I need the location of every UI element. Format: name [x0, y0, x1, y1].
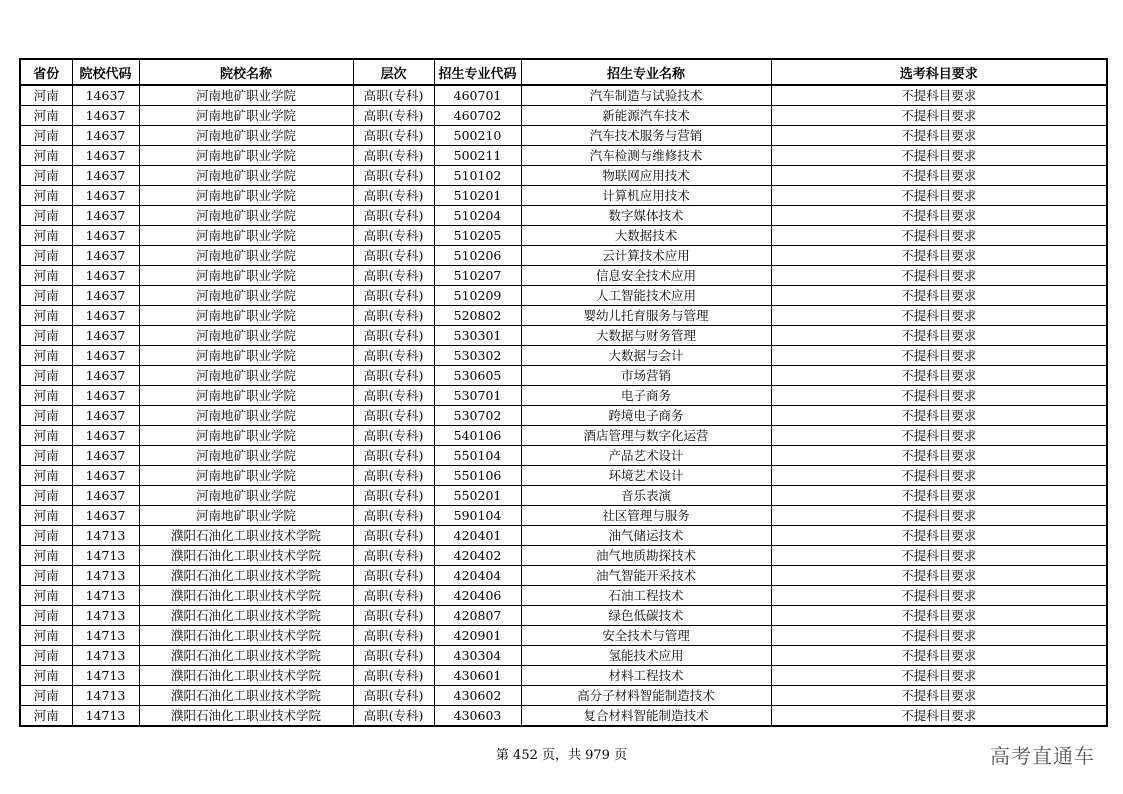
major-name-cell: 大数据与财务管理	[521, 326, 771, 346]
major-code-cell: 420401	[434, 526, 521, 546]
subject-requirement-cell: 不提科目要求	[771, 186, 1107, 206]
column-header: 院校名称	[139, 59, 353, 85]
school-code-cell: 14637	[72, 206, 139, 226]
school-code-cell: 14637	[72, 466, 139, 486]
school-name-cell: 河南地矿职业学院	[139, 446, 353, 466]
major-code-cell: 430602	[434, 686, 521, 706]
major-name-cell: 市场营销	[521, 366, 771, 386]
province-cell: 河南	[20, 246, 72, 266]
table-row	[20, 466, 1107, 486]
table-row	[20, 166, 1107, 186]
school-name-cell: 河南地矿职业学院	[139, 266, 353, 286]
major-name-cell: 油气智能开采技术	[521, 566, 771, 586]
table-row	[20, 566, 1107, 586]
province-cell: 河南	[20, 206, 72, 226]
table-row	[20, 606, 1107, 626]
subject-requirement-cell: 不提科目要求	[771, 126, 1107, 146]
subject-requirement-cell: 不提科目要求	[771, 106, 1107, 126]
admission-table	[19, 58, 1108, 727]
level-cell: 高职(专科)	[353, 166, 434, 186]
table-row	[20, 266, 1107, 286]
subject-requirement-cell: 不提科目要求	[771, 166, 1107, 186]
school-code-cell: 14637	[72, 166, 139, 186]
subject-requirement-cell: 不提科目要求	[771, 326, 1107, 346]
major-name-cell: 酒店管理与数字化运营	[521, 426, 771, 446]
province-cell: 河南	[20, 85, 72, 106]
major-code-cell: 510201	[434, 186, 521, 206]
table-row	[20, 626, 1107, 646]
table-row	[20, 506, 1107, 526]
table-row	[20, 706, 1107, 727]
major-name-cell: 跨境电子商务	[521, 406, 771, 426]
province-cell: 河南	[20, 486, 72, 506]
school-code-cell: 14637	[72, 446, 139, 466]
major-name-cell: 人工智能技术应用	[521, 286, 771, 306]
major-name-cell: 油气地质勘探技术	[521, 546, 771, 566]
province-cell: 河南	[20, 526, 72, 546]
major-code-cell: 510205	[434, 226, 521, 246]
school-name-cell: 濮阳石油化工职业技术学院	[139, 626, 353, 646]
major-name-cell: 婴幼儿托育服务与管理	[521, 306, 771, 326]
subject-requirement-cell: 不提科目要求	[771, 546, 1107, 566]
subject-requirement-cell: 不提科目要求	[771, 246, 1107, 266]
subject-requirement-cell: 不提科目要求	[771, 146, 1107, 166]
major-name-cell: 环境艺术设计	[521, 466, 771, 486]
major-name-cell: 材料工程技术	[521, 666, 771, 686]
major-name-cell: 油气储运技术	[521, 526, 771, 546]
major-code-cell: 550104	[434, 446, 521, 466]
subject-requirement-cell: 不提科目要求	[771, 526, 1107, 546]
school-name-cell: 河南地矿职业学院	[139, 366, 353, 386]
table-row	[20, 346, 1107, 366]
major-code-cell: 590104	[434, 506, 521, 526]
column-header: 省份	[20, 59, 72, 85]
school-code-cell: 14637	[72, 346, 139, 366]
school-code-cell: 14637	[72, 426, 139, 446]
table-row	[20, 546, 1107, 566]
school-name-cell: 濮阳石油化工职业技术学院	[139, 646, 353, 666]
table-row	[20, 646, 1107, 666]
school-code-cell: 14637	[72, 366, 139, 386]
subject-requirement-cell: 不提科目要求	[771, 426, 1107, 446]
table-row	[20, 686, 1107, 706]
major-name-cell: 音乐表演	[521, 486, 771, 506]
major-code-cell: 430603	[434, 706, 521, 727]
level-cell: 高职(专科)	[353, 586, 434, 606]
province-cell: 河南	[20, 606, 72, 626]
province-cell: 河南	[20, 146, 72, 166]
school-name-cell: 河南地矿职业学院	[139, 506, 353, 526]
subject-requirement-cell: 不提科目要求	[771, 306, 1107, 326]
level-cell: 高职(专科)	[353, 366, 434, 386]
subject-requirement-cell: 不提科目要求	[771, 706, 1107, 727]
major-name-cell: 计算机应用技术	[521, 186, 771, 206]
level-cell: 高职(专科)	[353, 226, 434, 246]
school-name-cell: 河南地矿职业学院	[139, 85, 353, 106]
major-code-cell: 530301	[434, 326, 521, 346]
major-name-cell: 电子商务	[521, 386, 771, 406]
school-name-cell: 河南地矿职业学院	[139, 186, 353, 206]
level-cell: 高职(专科)	[353, 606, 434, 626]
table-row	[20, 426, 1107, 446]
table-row	[20, 306, 1107, 326]
level-cell: 高职(专科)	[353, 646, 434, 666]
school-code-cell: 14713	[72, 606, 139, 626]
subject-requirement-cell: 不提科目要求	[771, 566, 1107, 586]
table-body	[20, 85, 1107, 726]
table-row	[20, 246, 1107, 266]
province-cell: 河南	[20, 446, 72, 466]
table-row	[20, 186, 1107, 206]
school-name-cell: 河南地矿职业学院	[139, 386, 353, 406]
major-code-cell: 520802	[434, 306, 521, 326]
school-code-cell: 14713	[72, 666, 139, 686]
major-code-cell: 460702	[434, 106, 521, 126]
school-name-cell: 河南地矿职业学院	[139, 426, 353, 446]
school-code-cell: 14637	[72, 286, 139, 306]
school-name-cell: 河南地矿职业学院	[139, 346, 353, 366]
subject-requirement-cell: 不提科目要求	[771, 506, 1107, 526]
school-code-cell: 14713	[72, 706, 139, 727]
school-name-cell: 濮阳石油化工职业技术学院	[139, 706, 353, 727]
province-cell: 河南	[20, 706, 72, 727]
major-name-cell: 汽车检测与维修技术	[521, 146, 771, 166]
level-cell: 高职(专科)	[353, 126, 434, 146]
level-cell: 高职(专科)	[353, 246, 434, 266]
province-cell: 河南	[20, 126, 72, 146]
province-cell: 河南	[20, 666, 72, 686]
province-cell: 河南	[20, 546, 72, 566]
major-code-cell: 420901	[434, 626, 521, 646]
subject-requirement-cell: 不提科目要求	[771, 206, 1107, 226]
school-name-cell: 河南地矿职业学院	[139, 406, 353, 426]
watermark-logo-text: 高考直通车	[990, 744, 1095, 768]
school-code-cell: 14713	[72, 526, 139, 546]
subject-requirement-cell: 不提科目要求	[771, 466, 1107, 486]
table-row	[20, 326, 1107, 346]
province-cell: 河南	[20, 366, 72, 386]
school-code-cell: 14637	[72, 146, 139, 166]
school-code-cell: 14637	[72, 266, 139, 286]
table-row	[20, 486, 1107, 506]
level-cell: 高职(专科)	[353, 346, 434, 366]
level-cell: 高职(专科)	[353, 186, 434, 206]
province-cell: 河南	[20, 266, 72, 286]
school-code-cell: 14713	[72, 566, 139, 586]
major-name-cell: 氢能技术应用	[521, 646, 771, 666]
major-code-cell: 530702	[434, 406, 521, 426]
table-row	[20, 586, 1107, 606]
major-name-cell: 物联网应用技术	[521, 166, 771, 186]
major-name-cell: 数字媒体技术	[521, 206, 771, 226]
province-cell: 河南	[20, 226, 72, 246]
province-cell: 河南	[20, 166, 72, 186]
table-row	[20, 286, 1107, 306]
table-row	[20, 206, 1107, 226]
school-code-cell: 14637	[72, 326, 139, 346]
school-name-cell: 河南地矿职业学院	[139, 166, 353, 186]
level-cell: 高职(专科)	[353, 566, 434, 586]
level-cell: 高职(专科)	[353, 286, 434, 306]
table-row	[20, 226, 1107, 246]
major-code-cell: 510207	[434, 266, 521, 286]
column-header: 招生专业代码	[434, 59, 521, 85]
school-name-cell: 河南地矿职业学院	[139, 246, 353, 266]
level-cell: 高职(专科)	[353, 85, 434, 106]
level-cell: 高职(专科)	[353, 666, 434, 686]
table-row	[20, 126, 1107, 146]
level-cell: 高职(专科)	[353, 706, 434, 727]
school-name-cell: 河南地矿职业学院	[139, 106, 353, 126]
level-cell: 高职(专科)	[353, 486, 434, 506]
major-code-cell: 420406	[434, 586, 521, 606]
subject-requirement-cell: 不提科目要求	[771, 266, 1107, 286]
column-header: 选考科目要求	[771, 59, 1107, 85]
major-name-cell: 产品艺术设计	[521, 446, 771, 466]
province-cell: 河南	[20, 306, 72, 326]
school-code-cell: 14637	[72, 386, 139, 406]
level-cell: 高职(专科)	[353, 506, 434, 526]
table-row	[20, 526, 1107, 546]
table-row	[20, 366, 1107, 386]
level-cell: 高职(专科)	[353, 386, 434, 406]
school-name-cell: 濮阳石油化工职业技术学院	[139, 566, 353, 586]
province-cell: 河南	[20, 106, 72, 126]
level-cell: 高职(专科)	[353, 146, 434, 166]
table-row	[20, 446, 1107, 466]
province-cell: 河南	[20, 686, 72, 706]
level-cell: 高职(专科)	[353, 326, 434, 346]
subject-requirement-cell: 不提科目要求	[771, 646, 1107, 666]
table-row	[20, 406, 1107, 426]
school-name-cell: 河南地矿职业学院	[139, 126, 353, 146]
major-name-cell: 复合材料智能制造技术	[521, 706, 771, 727]
school-code-cell: 14637	[72, 126, 139, 146]
major-code-cell: 510204	[434, 206, 521, 226]
table-row	[20, 386, 1107, 406]
subject-requirement-cell: 不提科目要求	[771, 666, 1107, 686]
province-cell: 河南	[20, 286, 72, 306]
school-code-cell: 14637	[72, 246, 139, 266]
school-name-cell: 河南地矿职业学院	[139, 326, 353, 346]
level-cell: 高职(专科)	[353, 686, 434, 706]
subject-requirement-cell: 不提科目要求	[771, 286, 1107, 306]
major-name-cell: 大数据与会计	[521, 346, 771, 366]
major-name-cell: 石油工程技术	[521, 586, 771, 606]
table-row	[20, 85, 1107, 106]
subject-requirement-cell: 不提科目要求	[771, 686, 1107, 706]
school-name-cell: 河南地矿职业学院	[139, 226, 353, 246]
subject-requirement-cell: 不提科目要求	[771, 226, 1107, 246]
major-code-cell: 500211	[434, 146, 521, 166]
major-code-cell: 510206	[434, 246, 521, 266]
subject-requirement-cell: 不提科目要求	[771, 85, 1107, 106]
school-name-cell: 濮阳石油化工职业技术学院	[139, 526, 353, 546]
major-name-cell: 汽车技术服务与营销	[521, 126, 771, 146]
table-row	[20, 106, 1107, 126]
school-name-cell: 濮阳石油化工职业技术学院	[139, 686, 353, 706]
major-name-cell: 信息安全技术应用	[521, 266, 771, 286]
province-cell: 河南	[20, 346, 72, 366]
level-cell: 高职(专科)	[353, 266, 434, 286]
admission-table-container	[19, 58, 1106, 727]
school-code-cell: 14637	[72, 186, 139, 206]
column-header: 招生专业名称	[521, 59, 771, 85]
major-name-cell: 云计算技术应用	[521, 246, 771, 266]
major-code-cell: 420402	[434, 546, 521, 566]
major-code-cell: 530302	[434, 346, 521, 366]
school-name-cell: 濮阳石油化工职业技术学院	[139, 546, 353, 566]
school-code-cell: 14637	[72, 226, 139, 246]
school-name-cell: 河南地矿职业学院	[139, 306, 353, 326]
major-name-cell: 汽车制造与试验技术	[521, 85, 771, 106]
province-cell: 河南	[20, 386, 72, 406]
level-cell: 高职(专科)	[353, 306, 434, 326]
subject-requirement-cell: 不提科目要求	[771, 446, 1107, 466]
school-code-cell: 14637	[72, 106, 139, 126]
major-name-cell: 大数据技术	[521, 226, 771, 246]
subject-requirement-cell: 不提科目要求	[771, 346, 1107, 366]
column-header: 院校代码	[72, 59, 139, 85]
province-cell: 河南	[20, 646, 72, 666]
school-code-cell: 14713	[72, 546, 139, 566]
school-code-cell: 14713	[72, 646, 139, 666]
subject-requirement-cell: 不提科目要求	[771, 366, 1107, 386]
subject-requirement-cell: 不提科目要求	[771, 586, 1107, 606]
major-name-cell: 安全技术与管理	[521, 626, 771, 646]
school-code-cell: 14637	[72, 506, 139, 526]
subject-requirement-cell: 不提科目要求	[771, 406, 1107, 426]
level-cell: 高职(专科)	[353, 626, 434, 646]
subject-requirement-cell: 不提科目要求	[771, 486, 1107, 506]
province-cell: 河南	[20, 426, 72, 446]
school-code-cell: 14713	[72, 686, 139, 706]
province-cell: 河南	[20, 506, 72, 526]
table-header-row	[20, 59, 1107, 85]
school-name-cell: 濮阳石油化工职业技术学院	[139, 586, 353, 606]
major-code-cell: 430601	[434, 666, 521, 686]
major-code-cell: 510102	[434, 166, 521, 186]
major-code-cell: 460701	[434, 85, 521, 106]
level-cell: 高职(专科)	[353, 426, 434, 446]
province-cell: 河南	[20, 186, 72, 206]
school-code-cell: 14637	[72, 486, 139, 506]
province-cell: 河南	[20, 326, 72, 346]
school-code-cell: 14713	[72, 586, 139, 606]
major-name-cell: 社区管理与服务	[521, 506, 771, 526]
school-name-cell: 河南地矿职业学院	[139, 206, 353, 226]
level-cell: 高职(专科)	[353, 406, 434, 426]
school-code-cell: 14637	[72, 85, 139, 106]
province-cell: 河南	[20, 466, 72, 486]
major-code-cell: 510209	[434, 286, 521, 306]
province-cell: 河南	[20, 566, 72, 586]
major-code-cell: 420404	[434, 566, 521, 586]
level-cell: 高职(专科)	[353, 546, 434, 566]
school-name-cell: 河南地矿职业学院	[139, 466, 353, 486]
major-code-cell: 430304	[434, 646, 521, 666]
school-name-cell: 濮阳石油化工职业技术学院	[139, 666, 353, 686]
school-code-cell: 14713	[72, 626, 139, 646]
major-code-cell: 550201	[434, 486, 521, 506]
page-number: 第 452 页，共 979 页	[495, 748, 628, 763]
province-cell: 河南	[20, 626, 72, 646]
level-cell: 高职(专科)	[353, 526, 434, 546]
school-name-cell: 濮阳石油化工职业技术学院	[139, 606, 353, 626]
subject-requirement-cell: 不提科目要求	[771, 386, 1107, 406]
school-name-cell: 河南地矿职业学院	[139, 146, 353, 166]
major-code-cell: 500210	[434, 126, 521, 146]
school-code-cell: 14637	[72, 406, 139, 426]
major-name-cell: 高分子材料智能制造技术	[521, 686, 771, 706]
school-name-cell: 河南地矿职业学院	[139, 486, 353, 506]
province-cell: 河南	[20, 586, 72, 606]
major-name-cell: 新能源汽车技术	[521, 106, 771, 126]
subject-requirement-cell: 不提科目要求	[771, 606, 1107, 626]
school-name-cell: 河南地矿职业学院	[139, 286, 353, 306]
major-code-cell: 530605	[434, 366, 521, 386]
column-header: 层次	[353, 59, 434, 85]
subject-requirement-cell: 不提科目要求	[771, 626, 1107, 646]
major-code-cell: 550106	[434, 466, 521, 486]
level-cell: 高职(专科)	[353, 466, 434, 486]
major-code-cell: 420807	[434, 606, 521, 626]
level-cell: 高职(专科)	[353, 206, 434, 226]
level-cell: 高职(专科)	[353, 106, 434, 126]
table-row	[20, 666, 1107, 686]
major-code-cell: 540106	[434, 426, 521, 446]
table-row	[20, 146, 1107, 166]
major-code-cell: 530701	[434, 386, 521, 406]
level-cell: 高职(专科)	[353, 446, 434, 466]
major-name-cell: 绿色低碳技术	[521, 606, 771, 626]
school-code-cell: 14637	[72, 306, 139, 326]
province-cell: 河南	[20, 406, 72, 426]
